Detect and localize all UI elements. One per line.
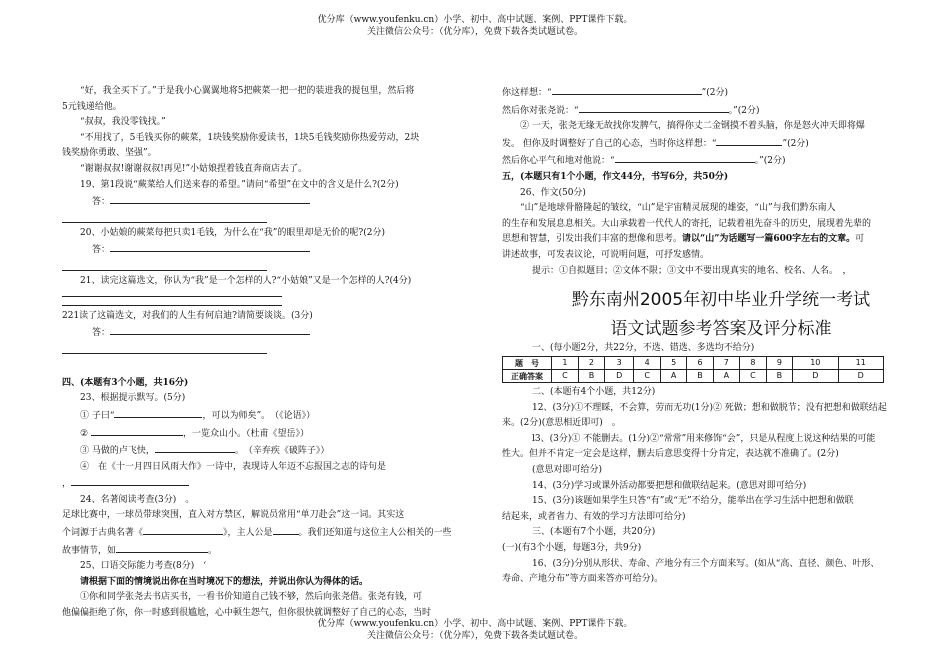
question-20: 20、小姑娘的蕨菜每把只卖1毛钱，为什么在“我”的眼里却是无价的呢?(2分) <box>80 227 385 238</box>
answer-table-answer-row <box>503 370 884 383</box>
header-line-1: 优分库（www.youfenku.cn）小学、初中、高中试题、案例、PPT课件下载。 <box>317 15 633 25</box>
story-paragraph-1b: 5元钱递给他。 <box>62 101 122 112</box>
q24-c2: 。 <box>208 545 218 556</box>
blank-23-2[interactable] <box>91 425 183 436</box>
answer-line-21[interactable] <box>62 296 282 297</box>
answer-table-cell: B <box>578 370 604 383</box>
right-line-4 <box>502 135 922 153</box>
essay-3b: 请以“山”为话题写一篇600字左右的文章。 <box>682 234 856 245</box>
story-paragraph-3a: “不用找了，5毛钱买你的蕨菜，1块钱奖励你爱读书，1块5毛钱奖励你热爱劳动，2块 <box>80 132 420 143</box>
answer-key-subtitle: 语文试题参考答案及评分标准 <box>610 319 832 339</box>
answer-line-20b[interactable] <box>62 270 267 271</box>
answer-key-title: 黔东南州2005年初中毕业升学统一考试 <box>571 290 871 310</box>
blank-r1[interactable] <box>552 84 702 95</box>
answer-table-cell: C <box>552 370 579 383</box>
story-paragraph-1a: “好，我全买下了。”于是我小心翼翼地将5把蕨菜一把一把的装进我的提包里，然后将 <box>80 86 415 96</box>
answer-table-number: 5 <box>660 357 686 370</box>
q23-2-suffix: ，一览众山小。（杜甫《望岳》） <box>182 428 309 439</box>
page-header <box>0 14 950 38</box>
left-column <box>62 84 480 622</box>
question-22: 221读了这篇选文，对我们的人生有何启迪?请简要谈谈。(3分) <box>62 310 313 321</box>
essay-prompt-2: 的生存和发展息息相关。大山承载着一代代人的寄托，记载着祖先奋斗的历史，展现着先辈的 <box>502 218 872 229</box>
essay-prompt-3 <box>502 232 922 248</box>
answer-line-21b[interactable] <box>62 305 282 306</box>
r5-suffix: 。”(2分) <box>754 156 786 167</box>
answer-table-cell: A <box>660 370 686 383</box>
q23-3-prefix: ③ 马做的卢飞快， <box>80 446 155 457</box>
q23-3-suffix: 。 （辛弃疾《破阵子》） <box>234 446 330 457</box>
question-23-4-blank: ， <box>62 475 480 493</box>
answer-16b: 寿命、产地分布”等方面来答亦可给分)。 <box>502 574 664 585</box>
answer-section-3: 三、(本题有7个小题，共20分) <box>532 527 656 538</box>
answer-13b: 性大。但并不肯定一定会是这样，删去后意思变得十分肯定，表达就不准确了。(2分) <box>502 449 839 460</box>
header-line-2: 关注微信公众号：（优分库），免费下载各类试题试卷。 <box>366 27 583 37</box>
question-25-instruction: 请根据下面的情境说出你在当时境况下的想法，并说出你认为得体的话。 <box>80 576 369 587</box>
essay-3a: 思想和智慧，引发出我们丰富的想像和思考。 <box>502 234 683 245</box>
answer-line-22[interactable] <box>110 324 310 335</box>
right-line-1 <box>502 84 922 102</box>
answer-table-header-row <box>503 357 884 370</box>
answer-table-number: 4 <box>634 357 661 370</box>
section-5-heading: 五，(本题只有1个小题，作文44分，书写6分，共50分) <box>502 171 729 182</box>
answer-16a: 16、(3分)分别从形状、寿命、产地分有三个方面来写。(如从“高、直径、颜色、叶形、 <box>532 558 880 569</box>
question-23-4: ④ 在《十一月四日风雨大作》一诗中，表现诗人年迈不忘报国之志的诗句是 <box>80 461 387 472</box>
blank-23-3[interactable] <box>155 442 235 453</box>
right-line-5 <box>502 152 922 170</box>
question-23-3 <box>62 442 480 460</box>
answer-line-19[interactable] <box>110 193 310 204</box>
footer-line-2: 关注微信公众号：（优分库），免费下载各类试题试卷。 <box>366 631 583 641</box>
r4-suffix: ”(2分) <box>782 138 809 149</box>
question-25-situation-a: ①你和同学张尧去书店买书，一看书价知道自己钱不够，然后向张尧借。张尧有钱，可 <box>80 592 423 603</box>
answer-table-cell: B <box>687 370 713 383</box>
answer-line-20[interactable] <box>110 241 310 252</box>
answer-table-number: 10 <box>793 357 838 370</box>
answer-section-3-part-1: (一)(有3个小题，每题3分，共9分) <box>502 542 642 553</box>
answer-table-number-label: 题 号 <box>503 357 552 370</box>
r5-prefix: 然后你心平气和地对他说：“ <box>502 156 615 167</box>
footer-line-1: 优分库（www.youfenku.cn）小学、初中、高中试题、案例、PPT课件下载。 <box>317 619 633 629</box>
question-23: 23、根据提示默写。(5分) <box>80 393 186 404</box>
essay-prompt-4: 讲述故事，可发表议论，可说明问题，可抒发感情。 <box>502 249 710 260</box>
essay-3c: 可 <box>855 234 865 245</box>
r4-prefix: 发。 但你及时调整好了自己的心态，当时你这样想：“ <box>502 138 717 149</box>
answer-12a: 12、(3分)①不理睬，不会算，劳而无功(1分)② 死做；想和做脱节；没有把想和做联结起 <box>532 402 887 413</box>
answer-label: 答： <box>92 328 111 339</box>
blank-24-hero[interactable] <box>273 524 299 535</box>
answer-table-cell: C <box>634 370 661 383</box>
blank-23-1[interactable] <box>114 407 202 418</box>
answer-table-number: 2 <box>578 357 604 370</box>
answer-14: 14、(3分)学习或课外活动都要把想和做联结起来。(意思对即可给分) <box>532 480 807 491</box>
essay-hint: 提示：①自拟题目；②文体不限；③文中不要出现真实的地名、校名、人名。 ， <box>532 265 852 276</box>
answer-table-cell: C <box>739 370 766 383</box>
story-paragraph-4: “谢谢叔叔!谢谢叔叔!再见!”小姑娘捏着钱直奔商店去了。 <box>80 163 308 174</box>
r1-prefix: 你这样想：“ <box>502 88 552 98</box>
question-24: 24、名著阅读考查(3分) 。 <box>80 494 195 505</box>
r1-suffix: ”(2分) <box>701 88 728 98</box>
blank-r4[interactable] <box>716 135 782 146</box>
answer-label-19 <box>62 193 480 211</box>
question-24-text-a: 足球比赛中，一球员带球突围，直入对方禁区，解说员常用“单刀赴会”这一词。其实这 <box>62 510 405 521</box>
answer-table-number: 9 <box>766 357 792 370</box>
story-paragraph-2: “叔叔，我没零钱找。” <box>80 117 166 128</box>
answer-key-intro <box>502 341 922 357</box>
answer-15b: 结起来，或者省力、有效的学习方法即可给分) <box>502 511 686 522</box>
answer-label-22 <box>62 324 480 342</box>
q24-c1: 故事情节，如 <box>62 545 117 556</box>
question-23-1 <box>62 407 480 425</box>
r2-suffix: 。”(2分) <box>728 105 760 116</box>
q24-b3: 。我们还知道与这位主人公相关的一些 <box>298 528 452 539</box>
answer-13c: (意思对即可给分) <box>532 464 603 475</box>
r2-prefix: 然后你对张尧说：“ <box>502 105 579 116</box>
answer-line-19b[interactable] <box>62 222 267 223</box>
q23-2-prefix: ② <box>80 428 91 439</box>
question-26: 26、作文(50分) <box>520 187 586 198</box>
answer-12b: 来。(2分)(意思相近即可) 。 <box>502 418 621 429</box>
q23-1-suffix: ，可以为师矣”。 （《论语》） <box>202 410 316 421</box>
story-paragraph-3b: 钱奖励你勇敢、坚强”。 <box>62 148 157 159</box>
answer-table-number: 7 <box>713 357 739 370</box>
blank-24-plot[interactable] <box>116 542 208 553</box>
answer-table-cell: D <box>838 370 883 383</box>
q23-1-prefix: ① 子曰“ <box>80 410 115 421</box>
question-25: 25、口语交际能力考查(8分) ‘ <box>80 561 207 572</box>
page-footer <box>0 618 950 642</box>
answer-key-body <box>502 385 922 588</box>
blank-r5[interactable] <box>615 152 755 163</box>
question-23-2 <box>62 425 480 443</box>
answer-table-cell: B <box>766 370 792 383</box>
answer-label: 答： <box>92 245 111 256</box>
q24-b2: 》，主人公是 <box>223 528 273 539</box>
answer-table-cell: A <box>713 370 739 383</box>
answer-section-2: 二、(本题有4个小题，共12分) <box>532 387 656 397</box>
answer-label: 答： <box>92 197 111 208</box>
right-line-3: ② 一天，张尧无缘无故找你发脾气，搞得你丈二金钢摸不着头脑，你是怒火冲天即将爆 <box>520 121 865 132</box>
answer-line-22b[interactable] <box>62 353 267 354</box>
answer-section-1: 一、(每小题2分，共22分，不选、错选、多选均不给分) <box>532 343 755 353</box>
answer-table-number: 1 <box>552 357 579 370</box>
question-25-situation-b: 他偏偏拒绝了你，你一时感到很尴尬，心中顿生怨气，但你很快就调整好了自己的心态，当时 <box>62 608 432 619</box>
q24-b1: 个词源于古典名著《 <box>62 528 144 539</box>
essay-prompt-1: “山”是地球骨骼隆起的皱纹，“山”是宇宙精灵展现的雄姿，“山”与我们黔东南人 <box>520 203 836 214</box>
question-19: 19、第1段说“蕨菜给人们送来春的希望。”请问“希望”在文中的含义是什么?(2分) <box>80 179 399 190</box>
blank-24-book[interactable] <box>143 524 223 535</box>
answer-table-number: 8 <box>739 357 766 370</box>
answer-table <box>502 356 884 383</box>
question-21: 21、读完这篇选文，你认为“我”是一个怎样的人?“小姑娘”又是一个怎样的人?(4分) <box>80 275 412 286</box>
answer-table-number: 3 <box>605 357 634 370</box>
blank-23-4[interactable] <box>71 475 189 486</box>
question-24-text-b <box>62 524 480 542</box>
answer-table-number: 6 <box>687 357 713 370</box>
answer-label-20 <box>62 241 480 259</box>
answer-table-cell: D <box>793 370 838 383</box>
answer-15a: 15、(3分)该题如果学生只答“有”或“无”不给分，能举出在学习生活中把想和做联 <box>532 496 854 507</box>
section-4-heading: 四、(本题有3个小题，共16分) <box>62 377 189 388</box>
answer-table-answer-label: 正确答案 <box>503 370 552 383</box>
right-line-2 <box>502 102 922 120</box>
answer-table-number: 11 <box>838 357 883 370</box>
question-24-text-c <box>62 542 480 560</box>
answer-13a: l3、(3分)① 不能删去。(1分)②“常常”用来修饰“会”，只是从程度上说这种结果的可能 <box>532 433 876 444</box>
blank-r2[interactable] <box>579 102 729 113</box>
answer-table-cell: D <box>605 370 634 383</box>
right-column <box>502 84 922 279</box>
